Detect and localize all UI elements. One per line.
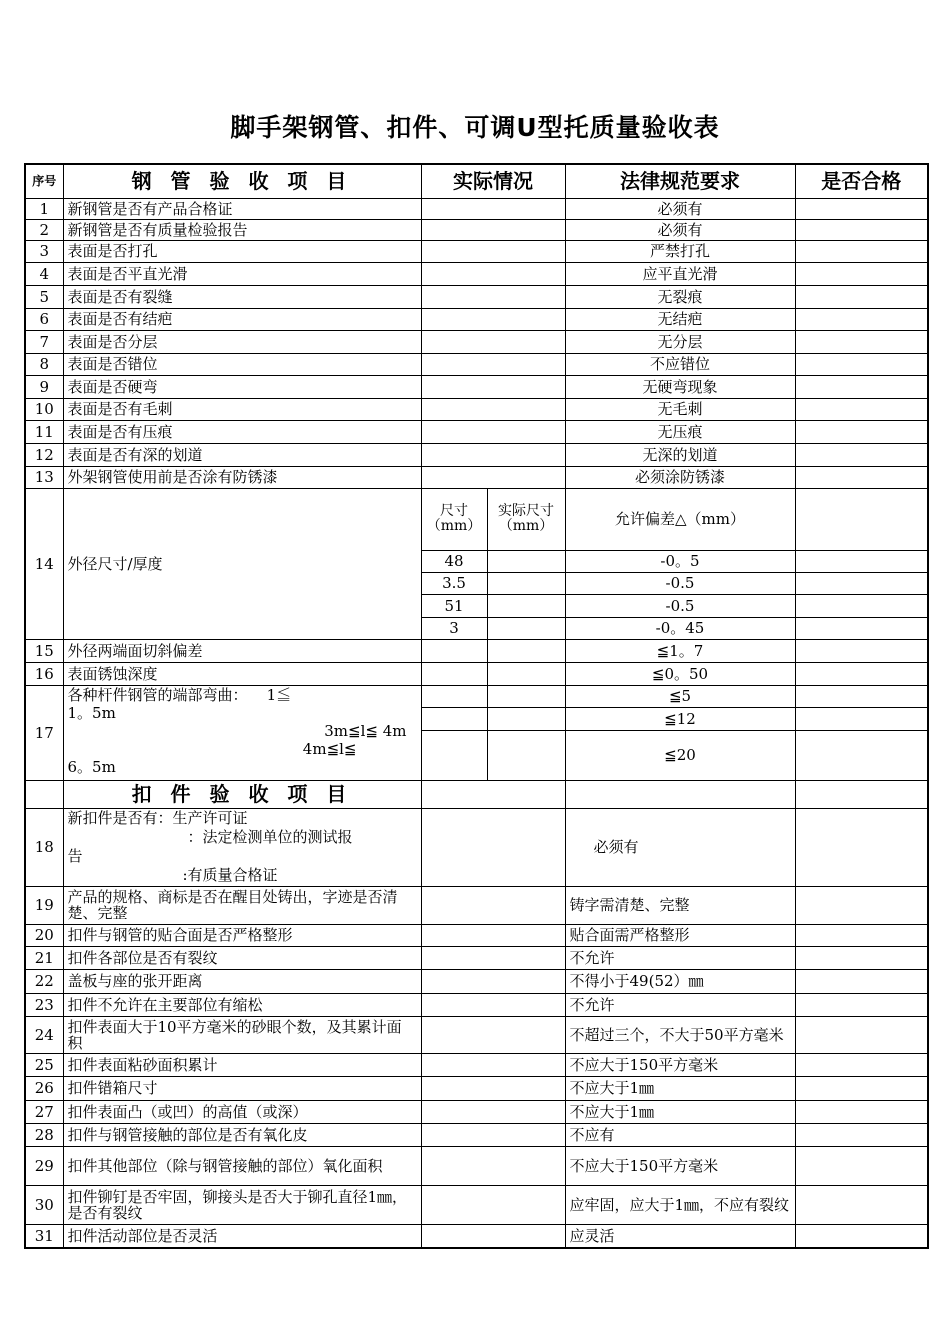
actual-cell[interactable]	[421, 1100, 565, 1123]
actual-cell[interactable]	[421, 353, 565, 375]
actual-cell[interactable]	[421, 330, 565, 353]
row-requirement: 铸字需清楚、完整	[565, 886, 795, 924]
actual-cell[interactable]	[421, 946, 565, 969]
table-row	[25, 262, 928, 285]
actual-cell[interactable]	[421, 1185, 565, 1224]
table-row	[25, 993, 928, 1016]
row-number: 24	[25, 1016, 63, 1053]
pass-cell[interactable]	[795, 488, 928, 550]
row-number: 29	[25, 1146, 63, 1185]
pass-cell[interactable]	[795, 1146, 928, 1185]
table-row	[25, 808, 928, 886]
pass-cell[interactable]	[795, 443, 928, 466]
table-row	[25, 488, 928, 550]
pass-cell[interactable]	[795, 308, 928, 330]
actual-cell[interactable]	[421, 969, 565, 993]
tolerance-value: -0。5	[565, 550, 795, 572]
pass-cell[interactable]	[795, 707, 928, 730]
row-requirement: ≦12	[565, 707, 795, 730]
tolerance-value: -0.5	[565, 594, 795, 617]
row-item: 扣件与钢管接触的部位是否有氧化皮	[63, 1123, 421, 1146]
row-item: 表面是否有裂缝	[63, 285, 421, 308]
pass-cell[interactable]	[795, 198, 928, 219]
tolerance-header: 允许偏差△（mm）	[565, 488, 795, 550]
row-item: 扣件不允许在主要部位有缩松	[63, 993, 421, 1016]
pass-cell[interactable]	[795, 572, 928, 594]
actual-cell[interactable]	[421, 262, 565, 285]
pass-cell[interactable]	[795, 420, 928, 443]
row-number: 14	[25, 488, 63, 639]
row-item	[63, 808, 421, 886]
actual-cell[interactable]	[421, 924, 565, 946]
row-item: 表面是否硬弯	[63, 375, 421, 398]
item-line: ：法定检测单位的测试报	[187, 828, 353, 846]
pass-cell[interactable]	[795, 685, 928, 707]
row-number: 16	[25, 662, 63, 685]
header-row	[25, 164, 928, 198]
table-row	[25, 1224, 928, 1248]
actual-cell[interactable]	[421, 1053, 565, 1076]
row-number: 3	[25, 240, 63, 262]
size-header: 尺寸（mm）	[421, 488, 487, 550]
actual-size-cell[interactable]	[487, 617, 565, 639]
table-row	[25, 662, 928, 685]
row-item: 扣件表面大于10平方毫米的砂眼个数，及其累计面积	[63, 1016, 421, 1053]
row-requirement: 不允许	[565, 946, 795, 969]
item-line: 3m≦l≦ 4m	[324, 721, 407, 740]
actual-size-cell[interactable]	[487, 730, 565, 780]
row-requirement: 必须有	[565, 198, 795, 219]
row-requirement: 无裂痕	[565, 285, 795, 308]
row-number: 1	[25, 198, 63, 219]
row-requirement: 无深的划道	[565, 443, 795, 466]
row-requirement: 必须有	[565, 219, 795, 240]
actual-cell[interactable]	[421, 993, 565, 1016]
row-number: 23	[25, 993, 63, 1016]
row-requirement: 无分层	[565, 330, 795, 353]
row-item: 新钢管是否有质量检验报告	[63, 219, 421, 240]
actual-size-cell[interactable]	[487, 685, 565, 707]
row-number: 15	[25, 639, 63, 662]
row-number	[25, 780, 63, 808]
row-number: 21	[25, 946, 63, 969]
pass-cell[interactable]	[795, 1224, 928, 1248]
item-line: :有质量合格证	[182, 866, 278, 884]
actual-cell[interactable]	[421, 219, 565, 240]
section-header-row	[25, 780, 928, 808]
actual-cell[interactable]	[421, 808, 565, 886]
size-value: 48	[421, 550, 487, 572]
actual-cell[interactable]	[421, 639, 487, 662]
row-requirement: 应灵活	[565, 1224, 795, 1248]
row-number: 8	[25, 353, 63, 375]
table-row	[25, 330, 928, 353]
header-item: 钢 管 验 收 项 目	[63, 164, 421, 198]
table-row	[25, 969, 928, 993]
row-requirement: 应平直光滑	[565, 262, 795, 285]
row-requirement: 无压痕	[565, 420, 795, 443]
table-row	[25, 946, 928, 969]
item-line: 4m≦l≦	[302, 739, 357, 758]
pass-cell[interactable]	[795, 262, 928, 285]
inspection-table	[24, 163, 929, 1249]
pass-cell[interactable]	[795, 662, 928, 685]
table-row	[25, 1123, 928, 1146]
pass-cell[interactable]	[795, 330, 928, 353]
row-item: 表面是否错位	[63, 353, 421, 375]
pass-cell[interactable]	[795, 924, 928, 946]
header-pass: 是否合格	[795, 164, 928, 198]
table-row	[25, 1016, 928, 1053]
row-item: 扣件各部位是否有裂纹	[63, 946, 421, 969]
clamp-section-header: 扣 件 验 收 项 目	[63, 780, 421, 808]
table-row	[25, 219, 928, 240]
actual-cell[interactable]	[421, 198, 565, 219]
table-row	[25, 1100, 928, 1123]
actual-cell[interactable]	[421, 466, 565, 488]
row-number: 27	[25, 1100, 63, 1123]
pass-cell[interactable]	[795, 285, 928, 308]
pass-cell[interactable]	[795, 639, 928, 662]
row-requirement: 严禁打孔	[565, 240, 795, 262]
pass-cell[interactable]	[795, 808, 928, 886]
actual-cell[interactable]	[421, 886, 565, 924]
pass-cell[interactable]	[795, 353, 928, 375]
row-item: 扣件铆钉是否牢固，铆接头是否大于铆孔直径1㎜，是否有裂纹	[63, 1185, 421, 1224]
table-row	[25, 285, 928, 308]
row-number: 5	[25, 285, 63, 308]
actual-cell[interactable]	[421, 308, 565, 330]
pass-cell[interactable]	[795, 219, 928, 240]
table-row	[25, 1076, 928, 1100]
actual-cell[interactable]	[421, 1224, 565, 1248]
row-number: 19	[25, 886, 63, 924]
header-seq: 序号	[25, 164, 63, 198]
size-value: 3	[421, 617, 487, 639]
row-number: 9	[25, 375, 63, 398]
item-line: 6。5m	[67, 757, 116, 776]
row-number: 26	[25, 1076, 63, 1100]
pass-cell[interactable]	[795, 240, 928, 262]
row-requirement: 无硬弯现象	[565, 375, 795, 398]
pass-cell[interactable]	[795, 398, 928, 420]
pass-cell[interactable]	[795, 375, 928, 398]
row-number: 22	[25, 969, 63, 993]
actual-cell[interactable]	[421, 1076, 565, 1100]
row-requirement: 不应大于150平方毫米	[565, 1146, 795, 1185]
row-requirement: 贴合面需严格整形	[565, 924, 795, 946]
row-item: 外架钢管使用前是否涂有防锈漆	[63, 466, 421, 488]
row-requirement: 不超过三个，不大于50平方毫米	[565, 1016, 795, 1053]
actual-size-cell[interactable]	[487, 707, 565, 730]
row-item: 表面是否平直光滑	[63, 262, 421, 285]
row-number: 10	[25, 398, 63, 420]
row-number: 25	[25, 1053, 63, 1076]
row-requirement: 不应大于1㎜	[565, 1100, 795, 1123]
row-item: 扣件与钢管的贴合面是否严格整形	[63, 924, 421, 946]
header-requirement: 法律规范要求	[565, 164, 795, 198]
table-row	[25, 353, 928, 375]
table-row	[25, 886, 928, 924]
row-number: 4	[25, 262, 63, 285]
row-item: 新钢管是否有产品合格证	[63, 198, 421, 219]
size-value: 51	[421, 594, 487, 617]
pass-cell[interactable]	[795, 969, 928, 993]
row-number: 30	[25, 1185, 63, 1224]
row-item: 表面是否有结疤	[63, 308, 421, 330]
row-item: 表面是否打孔	[63, 240, 421, 262]
row-number: 12	[25, 443, 63, 466]
row-requirement: 无结疤	[565, 308, 795, 330]
row-number: 13	[25, 466, 63, 488]
pass-cell[interactable]	[795, 1100, 928, 1123]
table-row	[25, 1185, 928, 1224]
row-requirement: ≦0。50	[565, 662, 795, 685]
pass-cell[interactable]	[795, 1185, 928, 1224]
row-requirement: 不应有	[565, 1123, 795, 1146]
row-item	[63, 685, 421, 780]
row-item: 产品的规格、商标是否在醒目处铸出，字迹是否清楚、完整	[63, 886, 421, 924]
actual-cell	[421, 780, 565, 808]
actual-cell[interactable]	[421, 1123, 565, 1146]
row-number: 31	[25, 1224, 63, 1248]
row-number: 28	[25, 1123, 63, 1146]
table-row	[25, 308, 928, 330]
table-row	[25, 443, 928, 466]
requirement-cell	[565, 780, 795, 808]
actual-cell[interactable]	[421, 375, 565, 398]
actual-size-cell[interactable]	[487, 639, 565, 662]
size-value: 3.5	[421, 572, 487, 594]
row-item: 扣件错箱尺寸	[63, 1076, 421, 1100]
row-item: 扣件表面粘砂面积累计	[63, 1053, 421, 1076]
row-requirement: 必须涂防锈漆	[565, 466, 795, 488]
table-row	[25, 398, 928, 420]
row-item: 扣件活动部位是否灵活	[63, 1224, 421, 1248]
row-item: 表面是否分层	[63, 330, 421, 353]
actual-cell[interactable]	[421, 285, 565, 308]
table-row	[25, 685, 928, 707]
table-row	[25, 240, 928, 262]
actual-size-cell[interactable]	[487, 572, 565, 594]
row-number: 7	[25, 330, 63, 353]
row-requirement: 必须有	[565, 808, 795, 886]
pass-cell[interactable]	[795, 993, 928, 1016]
actual-cell[interactable]	[421, 398, 565, 420]
actual-cell[interactable]	[421, 730, 487, 780]
actual-cell[interactable]	[421, 1146, 565, 1185]
row-item: 外径两端面切斜偏差	[63, 639, 421, 662]
row-item: 表面是否有压痕	[63, 420, 421, 443]
row-item: 表面锈蚀深度	[63, 662, 421, 685]
table-row	[25, 1146, 928, 1185]
header-actual: 实际情况	[421, 164, 565, 198]
row-requirement: 不允许	[565, 993, 795, 1016]
actual-size-header: 实际尺寸（mm）	[487, 488, 565, 550]
tolerance-value: -0.5	[565, 572, 795, 594]
row-number: 17	[25, 685, 63, 780]
row-number: 6	[25, 308, 63, 330]
row-requirement: 不应大于150平方毫米	[565, 1053, 795, 1076]
table-row	[25, 1053, 928, 1076]
row-requirement: 不应错位	[565, 353, 795, 375]
row-number: 2	[25, 219, 63, 240]
pass-cell[interactable]	[795, 1076, 928, 1100]
item-line: 新扣件是否有：生产许可证	[67, 809, 248, 827]
pass-cell[interactable]	[795, 730, 928, 780]
pass-cell[interactable]	[795, 617, 928, 639]
actual-cell[interactable]	[421, 707, 487, 730]
row-requirement: ≦20	[565, 730, 795, 780]
pass-cell[interactable]	[795, 594, 928, 617]
actual-size-cell[interactable]	[487, 662, 565, 685]
pass-cell[interactable]	[795, 1123, 928, 1146]
pass-cell[interactable]	[795, 1053, 928, 1076]
pass-cell[interactable]	[795, 886, 928, 924]
table-row	[25, 420, 928, 443]
row-requirement: 不应大于1㎜	[565, 1076, 795, 1100]
row-item: 盖板与座的张开距离	[63, 969, 421, 993]
actual-cell[interactable]	[421, 443, 565, 466]
pass-cell[interactable]	[795, 946, 928, 969]
row-number: 20	[25, 924, 63, 946]
item-line: 1。5m	[67, 703, 116, 722]
row-item: 扣件其他部位（除与钢管接触的部位）氧化面积	[63, 1146, 421, 1185]
row-item: 外径尺寸/厚度	[63, 488, 421, 639]
pass-cell[interactable]	[795, 466, 928, 488]
table-row	[25, 639, 928, 662]
actual-cell[interactable]	[421, 1016, 565, 1053]
row-item: 扣件表面凸（或凹）的高值（或深）	[63, 1100, 421, 1123]
item-line: 告	[67, 847, 83, 865]
table-row	[25, 198, 928, 219]
table-row	[25, 924, 928, 946]
pass-cell[interactable]	[795, 550, 928, 572]
actual-cell[interactable]	[421, 420, 565, 443]
actual-cell[interactable]	[421, 240, 565, 262]
table-row	[25, 466, 928, 488]
row-number: 18	[25, 808, 63, 886]
row-requirement: 应牢固，应大于1㎜，不应有裂纹	[565, 1185, 795, 1224]
row-item: 表面是否有深的划道	[63, 443, 421, 466]
actual-cell[interactable]	[421, 685, 487, 707]
row-item: 表面是否有毛刺	[63, 398, 421, 420]
pass-cell	[795, 780, 928, 808]
row-number: 11	[25, 420, 63, 443]
actual-cell[interactable]	[421, 662, 487, 685]
tolerance-value: -0。45	[565, 617, 795, 639]
actual-size-cell[interactable]	[487, 594, 565, 617]
item-line: 各种杆件钢管的端部弯曲： 1≦	[67, 685, 292, 704]
page-title: 脚手架钢管、扣件、可调U型托质量验收表	[230, 113, 720, 142]
row-requirement: 无毛刺	[565, 398, 795, 420]
row-requirement: ≦1。7	[565, 639, 795, 662]
row-requirement: 不得小于49(52）㎜	[565, 969, 795, 993]
table-row	[25, 375, 928, 398]
pass-cell[interactable]	[795, 1016, 928, 1053]
actual-size-cell[interactable]	[487, 550, 565, 572]
row-requirement: ≦5	[565, 685, 795, 707]
